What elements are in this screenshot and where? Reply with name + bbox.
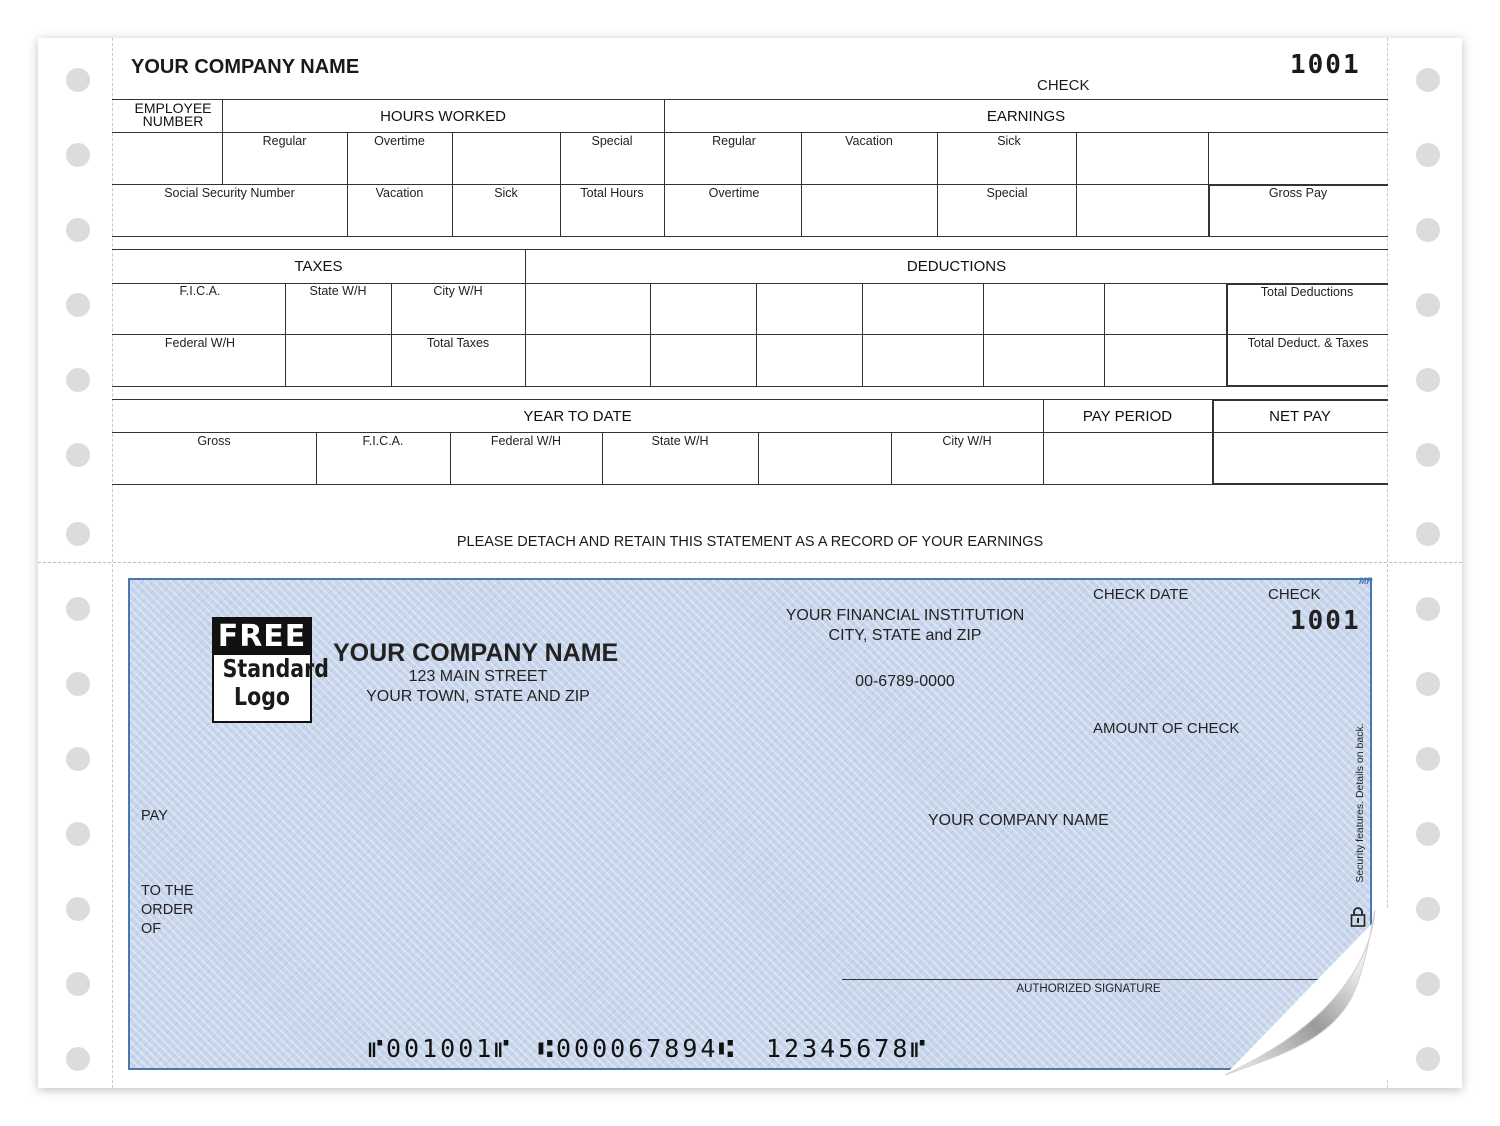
taxes-federal-wh-label: Federal W/H <box>164 336 236 350</box>
page-curl-decoration <box>1220 905 1390 1080</box>
employee-number-header: EMPLOYEE NUMBER <box>134 100 212 129</box>
hours-regular-label: Regular <box>262 134 307 148</box>
grid-line <box>112 399 1212 400</box>
hours-overtime-label: Overtime <box>374 134 425 148</box>
taxes-city-wh-label: City W/H <box>433 284 483 298</box>
ytd-fica-label: F.I.C.A. <box>362 434 404 448</box>
feed-hole <box>1416 293 1440 317</box>
logo-standard-text: Standard <box>222 654 329 683</box>
feed-hole <box>66 218 90 242</box>
ssn-label: Social Security Number <box>164 186 295 200</box>
mp-mark: MP <box>1359 576 1373 586</box>
feed-hole <box>1416 1047 1440 1071</box>
stub-check-number: 1001 <box>1290 50 1361 80</box>
feed-hole <box>66 747 90 771</box>
bank-city: CITY, STATE and ZIP <box>828 627 982 644</box>
order-label-line1: TO THE <box>141 883 194 899</box>
check-company-name: YOUR COMPANY NAME <box>333 639 619 667</box>
ytd-federal-wh-label: Federal W/H <box>490 434 562 448</box>
order-label-line2: ORDER <box>141 902 194 918</box>
earnings-header: EARNINGS <box>986 108 1066 125</box>
detach-perforation <box>38 562 1462 563</box>
routing-fraction: 00-6789-0000 <box>855 673 955 690</box>
feed-hole <box>66 897 90 921</box>
grid-line <box>112 484 1212 485</box>
feed-hole <box>66 293 90 317</box>
detach-notice: PLEASE DETACH AND RETAIN THIS STATEMENT AS A RECORD OF YOUR EARNINGS <box>456 534 1044 550</box>
micr-routing-number: ⑆000067894⑆ <box>538 1034 737 1063</box>
grid-line <box>1212 399 1388 401</box>
grid-line <box>756 283 757 386</box>
total-hours-label: Total Hours <box>580 186 644 200</box>
earnings-vacation-label: Vacation <box>845 134 893 148</box>
grid-line <box>112 236 1388 237</box>
feed-hole <box>1416 597 1440 621</box>
feed-hole <box>66 672 90 696</box>
feed-hole <box>66 822 90 846</box>
feed-hole <box>1416 368 1440 392</box>
authorized-signature-label: AUTHORIZED SIGNATURE <box>1016 983 1161 995</box>
earnings-sick-label: Sick <box>997 134 1021 148</box>
grid-line <box>112 334 1388 335</box>
grid-line <box>112 184 1208 185</box>
signer-company-name: YOUR COMPANY NAME <box>928 812 1109 829</box>
feed-hole <box>1416 143 1440 167</box>
micr-account-number: 12345678⑈ <box>766 1034 929 1063</box>
total-taxes-label: Total Taxes <box>426 336 490 350</box>
hours-vacation-label: Vacation <box>375 186 424 200</box>
hours-sick-label: Sick <box>494 186 518 200</box>
feed-hole <box>66 1047 90 1071</box>
taxes-state-wh-label: State W/H <box>309 284 367 298</box>
check-date-label: CHECK DATE <box>1093 586 1189 603</box>
grid-line <box>112 386 1226 387</box>
grid-line <box>1212 483 1388 485</box>
total-deductions-label: Total Deductions <box>1260 285 1354 299</box>
earnings-overtime-label: Overtime <box>708 186 760 200</box>
grid-line <box>1226 385 1388 387</box>
feed-hole <box>66 522 90 546</box>
grid-line <box>112 249 1388 250</box>
feed-hole <box>1416 972 1440 996</box>
grid-line <box>758 432 759 484</box>
feed-hole <box>66 972 90 996</box>
feed-hole <box>66 143 90 167</box>
feed-hole <box>1416 68 1440 92</box>
gross-pay-label: Gross Pay <box>1268 186 1328 200</box>
taxes-fica-label: F.I.C.A. <box>179 284 221 298</box>
feed-hole <box>1416 822 1440 846</box>
grid-line <box>650 283 651 386</box>
check-face <box>128 578 1372 1070</box>
pay-period-header: PAY PERIOD <box>1082 408 1173 425</box>
free-logo-box <box>212 617 329 723</box>
earnings-regular-label: Regular <box>712 134 756 148</box>
bank-name: YOUR FINANCIAL INSTITUTION <box>785 607 1025 624</box>
grid-line <box>983 283 984 386</box>
check-company-town: YOUR TOWN, STATE AND ZIP <box>366 688 590 705</box>
feed-hole <box>66 597 90 621</box>
earnings-special-label: Special <box>986 186 1028 200</box>
grid-line <box>112 132 1388 133</box>
ytd-gross-label: Gross <box>197 434 231 448</box>
hours-worked-header: HOURS WORKED <box>380 108 506 125</box>
grid-line <box>112 432 1388 433</box>
logo-logo-text: Logo <box>234 682 290 711</box>
total-deduct-taxes-label: Total Deduct. & Taxes <box>1247 336 1369 350</box>
feed-hole <box>1416 897 1440 921</box>
grid-line <box>391 283 392 386</box>
taxes-header: TAXES <box>294 258 343 275</box>
grid-line <box>1104 283 1105 386</box>
feed-hole <box>1416 522 1440 546</box>
ytd-header: YEAR TO DATE <box>523 408 632 425</box>
check-company-street: 123 MAIN STREET <box>408 668 548 685</box>
stub-company-name: YOUR COMPANY NAME <box>131 56 360 78</box>
grid-line <box>452 132 453 236</box>
feed-hole <box>1416 443 1440 467</box>
order-label-line3: OF <box>141 921 162 937</box>
micr-check-number: ⑈001001⑈ <box>368 1034 513 1063</box>
pay-label: PAY <box>141 808 168 824</box>
ytd-state-wh-label: State W/H <box>651 434 709 448</box>
feed-hole <box>66 443 90 467</box>
ytd-city-wh-label: City W/H <box>942 434 992 448</box>
security-features-text: Security features. Details on back. <box>1354 723 1366 883</box>
check-number: 1001 <box>1290 606 1361 636</box>
logo-free-text: FREE <box>214 619 310 655</box>
amount-of-check-label: AMOUNT OF CHECK <box>1093 720 1240 737</box>
hours-special-label: Special <box>591 134 633 148</box>
grid-line <box>112 99 1388 100</box>
grid-line <box>862 283 863 386</box>
feed-hole <box>1416 747 1440 771</box>
deductions-header: DEDUCTIONS <box>906 258 1007 275</box>
check-label: CHECK <box>1268 586 1321 603</box>
net-pay-header: NET PAY <box>1269 408 1331 425</box>
feed-hole <box>1416 672 1440 696</box>
grid-line <box>285 283 286 386</box>
feed-hole <box>66 68 90 92</box>
stub-check-label: CHECK <box>1037 77 1090 94</box>
feed-hole <box>66 368 90 392</box>
feed-hole <box>1416 218 1440 242</box>
